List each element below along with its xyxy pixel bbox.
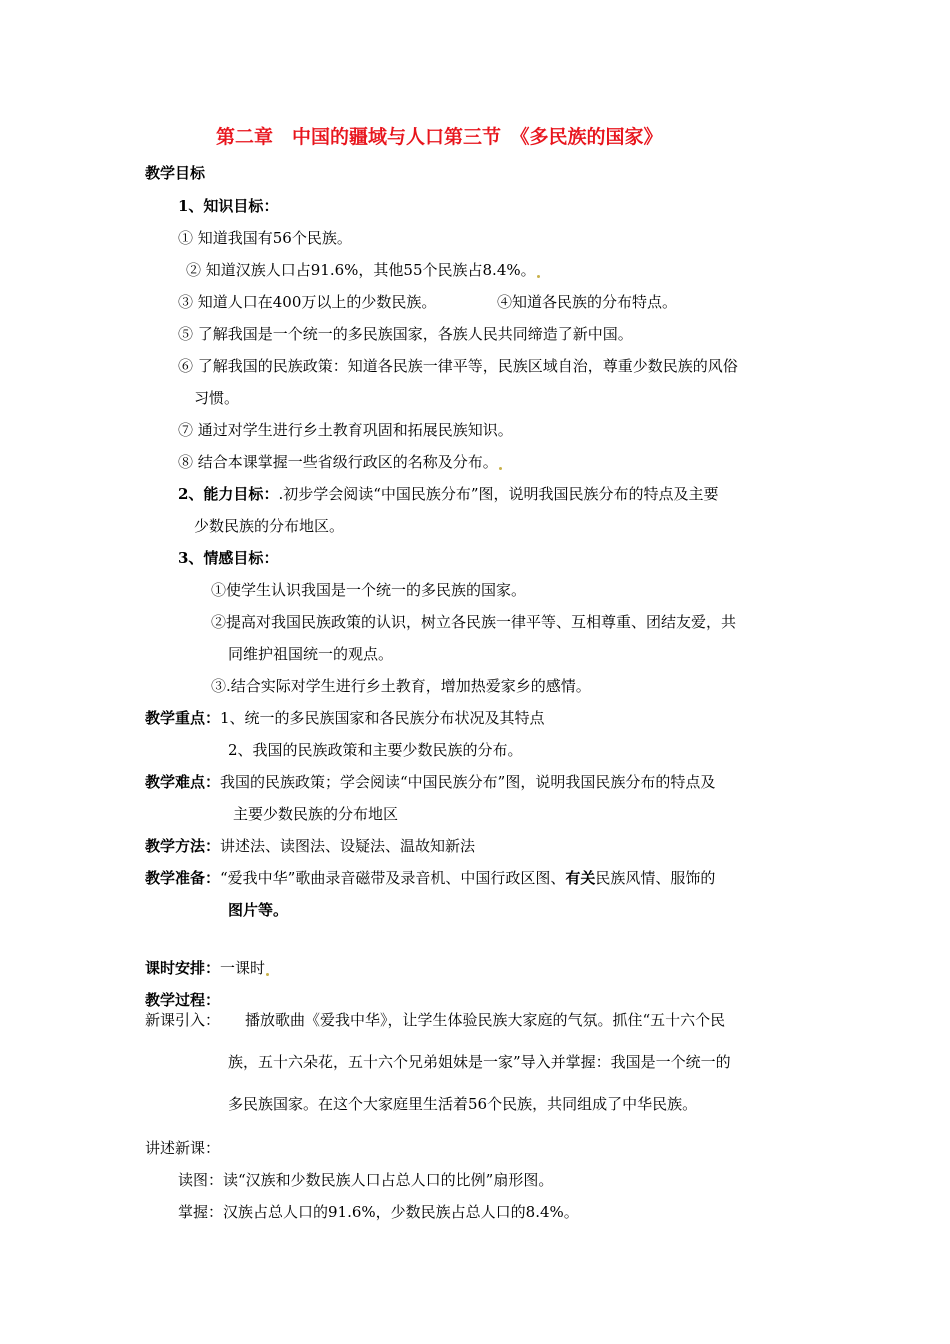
intro-line2: 族，五十六朵花，五十六个兄弟姐妹是一家”导入并掌握：我国是一个统一的 xyxy=(228,1053,731,1071)
difficulties-line2: 主要少数民族的分布地区 xyxy=(233,805,399,823)
read-figure xyxy=(178,1170,553,1190)
process-label: 教学过程： xyxy=(145,991,221,1009)
schedule-label: 课时安排： xyxy=(145,959,221,977)
preparation-text-c: 民族风情、服饰的 xyxy=(595,869,716,887)
emotion-objectives-label: 3、情感目标： xyxy=(178,549,279,567)
difficulties-label: 教学难点： xyxy=(145,773,221,791)
knowledge-item-6-cont: 习惯。 xyxy=(194,389,240,407)
key-points-label: 教学重点： xyxy=(145,709,221,727)
methods xyxy=(145,836,475,856)
emotion-item-1: ①使学生认识我国是一个统一的多民族的国家。 xyxy=(211,581,527,599)
knowledge-item-4: ④知道各民族的分布特点。 xyxy=(497,293,678,311)
master-point xyxy=(178,1202,579,1222)
preparation-text-bold: 有关 xyxy=(565,869,596,887)
knowledge-item-8 xyxy=(178,452,502,472)
emotion-item-2: ②提高对我国民族政策的认识，树立各民族一律平等、互相尊重、团结友爱，共 xyxy=(211,613,737,631)
mark-dot xyxy=(537,275,540,278)
master-label: 掌握： xyxy=(178,1203,224,1221)
mark-dot xyxy=(266,973,269,976)
key-points xyxy=(145,708,545,728)
intro-label: 新课引入： xyxy=(145,1011,221,1029)
knowledge-item-7: ⑦ 通过对学生进行乡土教育巩固和拓展民族知识。 xyxy=(178,421,513,439)
read-label: 读图： xyxy=(178,1171,224,1189)
ability-objectives xyxy=(178,484,719,504)
knowledge-item-5: ⑤ 了解我国是一个统一的多民族国家，各族人民共同缔造了新中国。 xyxy=(178,325,633,343)
methods-text: 讲述法、读图法、设疑法、温故知新法 xyxy=(220,837,476,855)
knowledge-objectives-label: 1、知识目标： xyxy=(178,197,279,215)
key-points-line1: 1、统一的多民族国家和各民族分布状况及其特点 xyxy=(220,709,545,727)
knowledge-item-8-text: ⑧ 结合本课掌握一些省级行政区的名称及分布。 xyxy=(178,453,498,471)
ability-objectives-text: .初步学会阅读“中国民族分布”图，说明我国民族分布的特点及主要 xyxy=(278,485,719,503)
difficulties-line1: 我国的民族政策；学会阅读“中国民族分布”图，说明我国民族分布的特点及 xyxy=(220,773,716,791)
preparation xyxy=(145,868,715,888)
knowledge-item-3: ③ 知道人口在400万以上的少数民族。 xyxy=(178,293,437,311)
intro-line1: 播放歌曲《爱我中华》，让学生体验民族大家庭的气氛。抓住“五十六个民 xyxy=(245,1011,726,1029)
emotion-item-3: ③.结合实际对学生进行乡土教育，增加热爱家乡的感情。 xyxy=(211,677,591,695)
master-text: 汉族占总人口的91.6%，少数民族占总人口的8.4%。 xyxy=(223,1203,579,1221)
methods-label: 教学方法： xyxy=(145,837,221,855)
emotion-item-2-cont: 同维护祖国统一的观点。 xyxy=(228,645,394,663)
ability-objectives-label: 2、能力目标： xyxy=(178,485,279,503)
knowledge-item-2-text: ② 知道汉族人口占91.6%，其他55个民族占8.4%。 xyxy=(186,261,536,279)
preparation-label: 教学准备： xyxy=(145,869,221,887)
ability-objectives-cont: 少数民族的分布地区。 xyxy=(194,517,345,535)
mark-dot xyxy=(499,467,502,470)
knowledge-item-1: ① 知道我国有56个民族。 xyxy=(178,229,352,247)
intro-line3: 多民族国家。在这个大家庭里生活着56个民族，共同组成了中华民族。 xyxy=(228,1095,698,1113)
difficulties xyxy=(145,772,715,792)
schedule xyxy=(145,958,269,978)
knowledge-item-2 xyxy=(186,260,540,280)
read-text: 读“汉族和少数民族人口占总人口的比例”扇形图。 xyxy=(223,1171,554,1189)
knowledge-item-6: ⑥ 了解我国的民族政策：知道各民族一律平等，民族区域自治，尊重少数民族的风俗 xyxy=(178,357,738,375)
preparation-line2: 图片等。 xyxy=(228,901,289,919)
key-points-line2: 2、我国的民族政策和主要少数民族的分布。 xyxy=(228,741,523,759)
document-title: 第二章 中国的疆域与人口第三节 《多民族的国家》 xyxy=(216,126,663,148)
lecture-label: 讲述新课： xyxy=(145,1139,221,1157)
objectives-heading: 教学目标 xyxy=(145,164,206,182)
preparation-text-a: “爱我中华”歌曲录音磁带及录音机、中国行政区图、 xyxy=(220,869,566,887)
schedule-text: 一课时 xyxy=(220,959,266,977)
